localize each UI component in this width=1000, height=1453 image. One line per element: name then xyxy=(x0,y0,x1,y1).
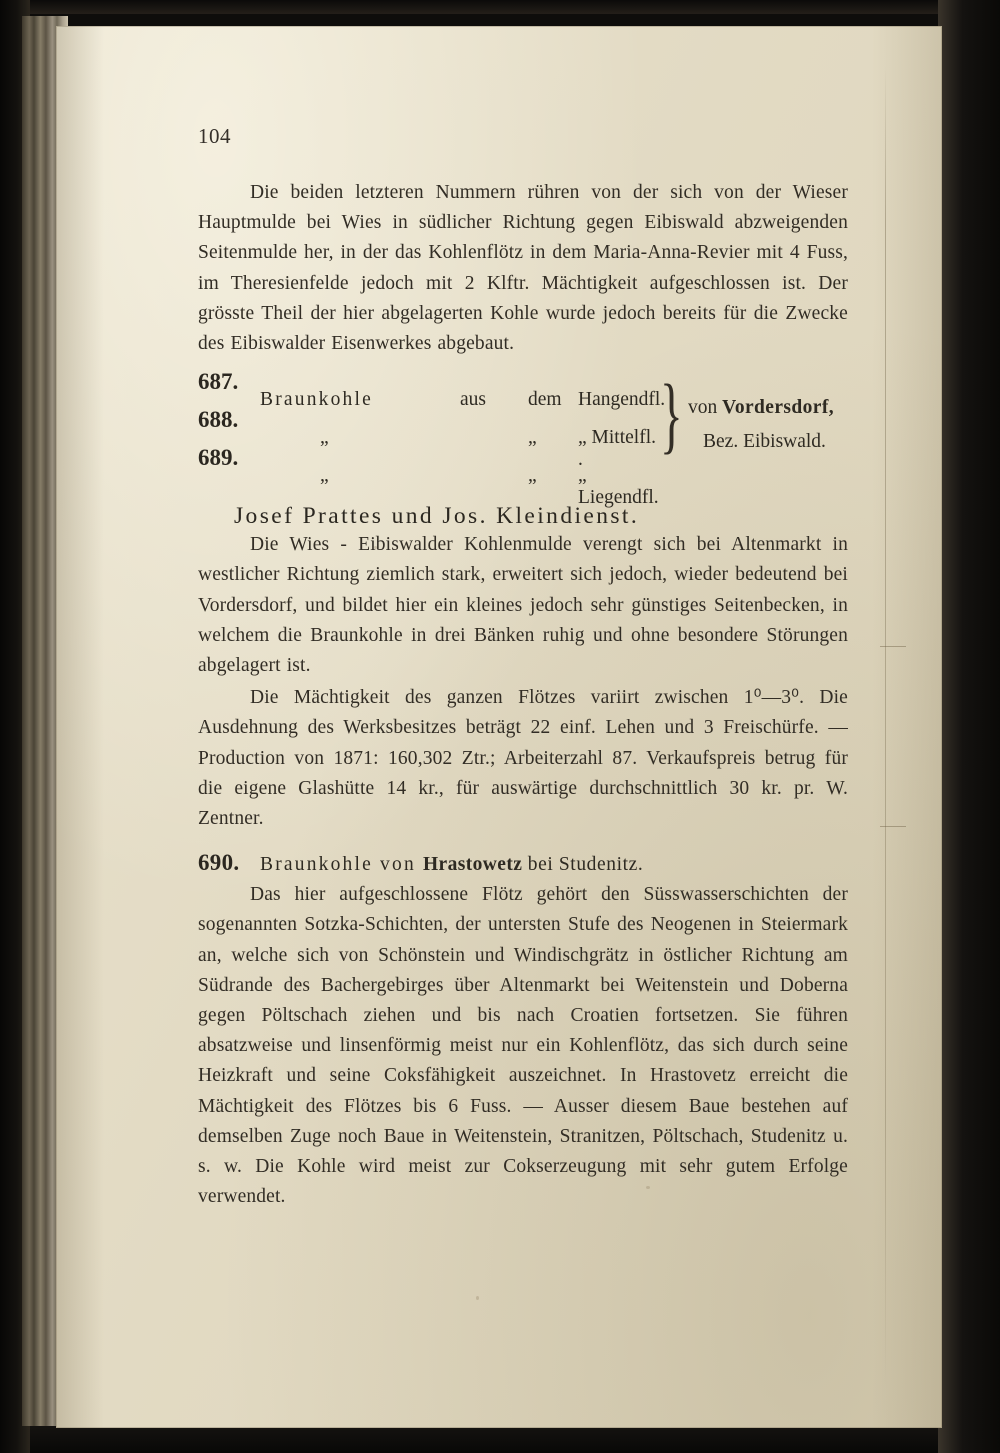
catalogue-entry-group-687-689 xyxy=(198,366,848,509)
entry-687-word-dem: dem xyxy=(528,389,562,411)
entry-689-seam: „ Liegendfl. xyxy=(578,465,659,509)
entry-687-material: Braunkohle xyxy=(260,389,373,411)
paragraph-3: Die Mächtigkeit des ganzen Flötzes variirt zwischen 1⁰—3⁰. Die Ausdehnung des Werksbesitzes beträgt 22 einf. Lehen und 3 Freischürfe. — Production von 1871: 160,302 Ztr.; Arbeiterzahl 87. Verkaufspreis betrug für die eigene Glashütte 14 kr., für auswärtige durchschnittlich 30 kr. pr. W. Zentner. xyxy=(198,687,848,830)
entry-688-ditto-2: „ xyxy=(528,427,537,449)
page-number: 104 xyxy=(198,124,231,148)
entry-688-ditto-1: „ xyxy=(320,427,329,449)
group-label-line-1 xyxy=(688,397,834,419)
entry-688-seam: „ Mittelfl. . xyxy=(578,427,656,471)
entry-687-word-aus: aus xyxy=(460,389,486,411)
book-page xyxy=(56,26,942,1428)
entry-number-690: 690. xyxy=(198,850,240,876)
entry-689-ditto-1: „ xyxy=(320,465,329,487)
group-label-line-2: Bez. Eibiswald. xyxy=(703,431,826,453)
scan-border-top xyxy=(0,0,1000,14)
entry-number-688: 688. xyxy=(198,407,239,433)
entry-690-suffix: bei Studenitz. xyxy=(522,854,644,876)
entry-690-material: Braunkohle von xyxy=(260,854,423,876)
paragraph-1: Die beiden letzteren Nummern rühren von der sich von der Wieser Hauptmulde bei Wies in südlicher Richtung gegen Eibiswald abzweigenden Seitenmulde her, in der das Kohlenflötz in dem Maria-Anna-Revier mit 4 Fuss, im Theresienfelde jedoch mit 2 Klftr. Mächtigkeit aufgeschlossen ist. Der grösste Theil der hier abgelagerten Kohle wurde jedoch bereits für die Zwecke des Eibiswalder Eisenwerkes abgebaut. xyxy=(198,182,848,355)
entry-690-place: Hrastowetz xyxy=(422,854,523,876)
paragraph-2: Die Wies - Eibiswalder Kohlenmulde verengt sich bei Altenmarkt in westlicher Richtung ziemlich stark, erweitert sich jedoch, wieder bedeutend bei Vordersdorf, und bildet hier ein kleines jedoch sehr günstiges Seitenbecken, in welchem die Braunkohle in drei Bänken ruhig und ohne besondere Störungen abgelagert ist. xyxy=(198,534,848,677)
page-text-content xyxy=(56,26,942,1428)
group-label-von: von xyxy=(688,397,723,419)
scan-border-right xyxy=(938,0,1000,1453)
group-label-place: Vordersdorf, xyxy=(722,397,834,419)
entry-687-seam: Hangendfl. xyxy=(578,389,666,411)
curly-brace-icon: } xyxy=(660,366,683,463)
entry-690-text xyxy=(260,850,848,880)
text-column xyxy=(198,178,848,1214)
paragraph-4: Das hier aufgeschlossene Flötz gehört den Süsswasserschichten der sogenannten Sotzka-Schichten, der untersten Stufe des Neogenen in Steiermark an, welche sich von Schönstein und Windischgrätz in östlicher Richtung am Südrande des Bachergebirges über Altenmarkt bei Weitenstein und Doberna gegen Pöltschach ziehen und bis nach Croatien fortsetzen. Sie führen absatzweise und linsenförmig meist nur ein Kohlenflötz, das sich durch seine Heizkraft und seine Coksfähigkeit auszeichnet. In Hrastovetz erreicht die Mächtigkeit des Flötzes bis 6 Fuss. — Ausser diesem Baue bestehen auf demselben Zuge noch Baue in Weitenstein, Stranitzen, Pöltschach, Studenitz u. s. w. Die Kohle wird meist zur Cokserzeugung mit sehr gutem Erfolge verwendet. xyxy=(198,884,848,1208)
section-heading: Josef Prattes und Jos. Kleindienst. xyxy=(234,503,640,530)
entry-number-687: 687. xyxy=(198,369,239,395)
entry-number-689: 689. xyxy=(198,445,239,471)
catalogue-entry-690 xyxy=(198,848,848,880)
entry-689-ditto-2: „ xyxy=(528,465,537,487)
